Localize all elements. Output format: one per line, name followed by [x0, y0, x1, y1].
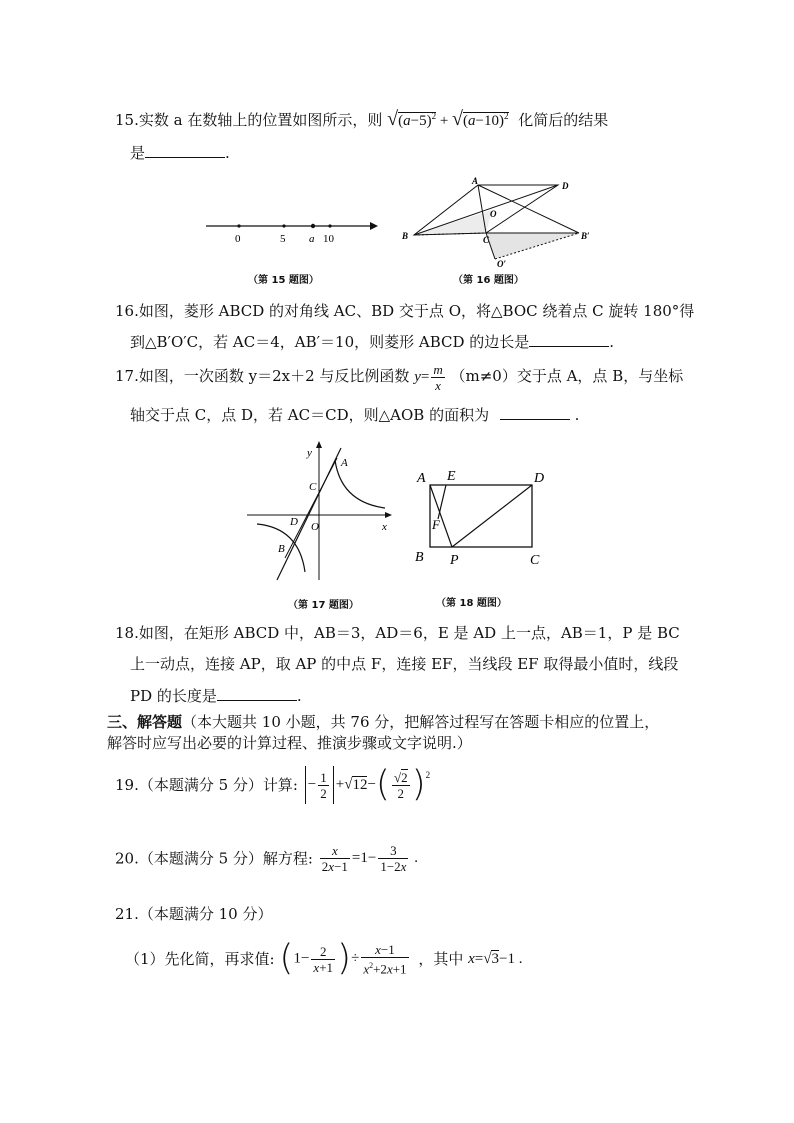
q18-label-D: D	[534, 471, 545, 486]
q16-caption: （第 16 题图）	[453, 275, 524, 286]
q15-tick-0: 0	[235, 233, 241, 245]
q18-line1: 18.如图，在矩形 ABCD 中，AB＝3，AD＝6，E 是 AD 上一点，AB＝1，P 是 BC	[115, 624, 680, 642]
q16-label-Oprime: O′	[497, 259, 507, 269]
q17-line2-prefix: 轴交于点 C，点 D，若 AC＝CD，则△AOB 的面积为	[130, 406, 490, 424]
q16-rhombus-figure	[398, 175, 598, 270]
q18-line3-prefix: PD 的长度是	[130, 687, 217, 705]
q16-line1: 16.如图，菱形 ABCD 的对角线 AC、BD 交于点 O，将△BOC 绕着点 C 旋转 180°得	[115, 302, 695, 320]
q15-text-suffix: 化简后的结果	[518, 111, 609, 129]
q15-line2-suffix: .	[225, 144, 230, 162]
q18-label-F: F	[432, 517, 440, 532]
q18-caption: （第 18 题图）	[436, 598, 507, 609]
q16-label-A: A	[472, 176, 479, 186]
q15-formula: $√(a-5)^2 + √(a-10)^2$	[387, 108, 509, 130]
q17-label-C: C	[309, 481, 317, 493]
q18-label-C: C	[530, 553, 540, 568]
q15-line2-prefix: 是	[130, 144, 146, 162]
q16-line2-suffix: .	[609, 333, 615, 351]
q21-part1-prefix: （1）先化简，再求值:	[125, 950, 275, 968]
q18-rectangle-figure	[412, 465, 552, 570]
q20-equation: $\frac{x}{2x-1}$ =1− $\frac{3}{1-2x}$ .	[321, 843, 418, 874]
q17-line2-suffix: .	[574, 406, 580, 424]
q16-label-B: B	[402, 231, 409, 241]
q17-label-D: D	[290, 516, 298, 528]
section3-line2: 解答时应写出必要的计算过程、推演步骤或文字说明.）	[107, 734, 472, 752]
q17-line2	[130, 405, 579, 425]
q15-tick-10: 10	[323, 233, 334, 245]
q18-label-P: P	[450, 553, 459, 568]
q17-label-A: A	[341, 457, 348, 469]
q21-label: 21.（本题满分 10 分）	[115, 905, 273, 923]
q16-answer-blank[interactable]	[529, 332, 609, 347]
q17-line1	[115, 362, 683, 393]
q21-part1	[125, 938, 523, 979]
q15-tick-a: a	[309, 233, 315, 245]
q21-expression: (1− $\frac{2}{x+1}$ )÷ $\frac{x-1}{x^2+2x+1}$	[279, 938, 407, 979]
section3-desc: （本大题共 10 小题，共 76 分，把解答过程写在答题卡相应的位置上，	[182, 713, 660, 731]
section3-heading	[107, 712, 659, 732]
q15-line1	[115, 106, 608, 131]
q16-label-Bprime: B′	[581, 231, 590, 241]
q20	[115, 843, 418, 874]
q17-label-B: B	[278, 543, 285, 555]
q15-line2	[130, 143, 230, 163]
q16-line2-prefix: 到△B′O′C，若 AC＝4，AB′＝10，则菱形 ABCD 的边长是	[130, 333, 530, 351]
q17-answer-blank[interactable]	[500, 405, 570, 420]
q15-text-prefix: 15.实数 a 在数轴上的位置如图所示，则	[115, 111, 383, 129]
q17-line1-prefix: 17.如图，一次函数 y＝2x＋2 与反比例函数	[115, 366, 410, 385]
q21-part1-mid: ，其中	[418, 950, 464, 968]
q15-caption: （第 15 题图）	[248, 275, 319, 286]
q16-label-C: C	[483, 235, 490, 245]
q17-axis-y: y	[307, 447, 312, 459]
q17-axis-x: x	[382, 521, 387, 533]
q18-label-E: E	[447, 469, 456, 484]
q21-x-value: x=√3−1 .	[468, 951, 523, 967]
q15-answer-blank[interactable]	[145, 143, 225, 158]
q18-label-B: B	[415, 550, 424, 565]
q17-caption: （第 17 题图）	[288, 600, 359, 611]
q17-label-O: O	[311, 521, 319, 533]
q18-answer-blank[interactable]	[217, 686, 297, 701]
q20-label: 20.（本题满分 5 分）解方程:	[115, 849, 313, 868]
q18-line3	[130, 686, 302, 706]
section3-title: 三、解答题	[107, 713, 183, 731]
q16-label-D: D	[562, 181, 569, 191]
q18-line3-suffix: .	[296, 687, 302, 705]
q17-line1-suffix: （m≠0）交于点 A，点 B，与坐标	[450, 366, 684, 385]
q19-expression: − $\frac{1}{2}$ +√12−( $\frac{√2}{2}$ )$^2$	[303, 776, 430, 792]
q19-label: 19.（本题满分 5 分）计算:	[115, 776, 298, 794]
q18-label-A: A	[417, 471, 426, 486]
q16-line2	[130, 332, 614, 352]
q16-label-O: O	[490, 209, 497, 219]
q17-graph-figure	[245, 440, 395, 585]
q15-tick-5: 5	[280, 233, 286, 245]
q17-formula: y= $\frac{m}{x}$	[414, 362, 443, 393]
q18-line2: 上一动点，连接 AP，取 AP 的中点 F，连接 EF，当线段 EF 取得最小值时，线段	[130, 655, 679, 673]
q15-number-line-figure	[200, 212, 380, 252]
q19	[115, 766, 430, 804]
